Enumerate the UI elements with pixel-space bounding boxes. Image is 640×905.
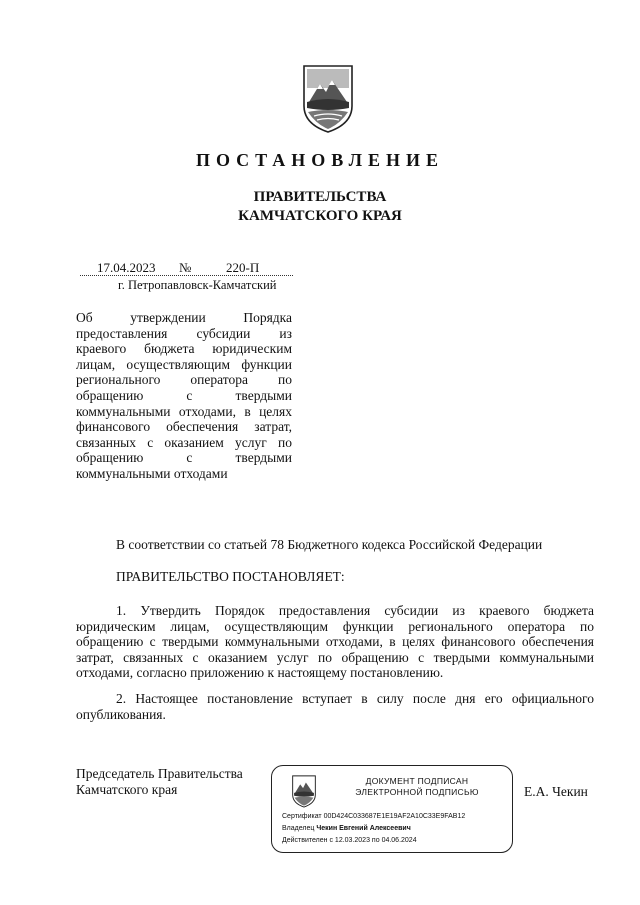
kamchatka-emblem-icon [300,62,356,134]
date-number-line [80,260,293,276]
city: г. Петропавловск-Камчатский [118,278,277,292]
signatory-position [76,766,243,798]
stamp-validity [282,837,417,844]
stamp-owner [282,825,411,832]
electronic-signature-stamp [271,765,513,853]
stamp-heading [327,776,507,798]
issuer-line-2: КАМЧАТСКОГО КРАЯ [238,208,402,224]
issuer-block [0,188,640,226]
resolution-item-1: 1. Утвердить Порядок предоставления субсидии из краевого бюджета юридическим лицам, осуществляющим функции регионального оператора по обращению с твердыми коммунальными отходами, в целях финансового обеспечения затрат, связанных с оказанием услуг по обращению с твердыми коммунальными отходами, согласно приложению к настоящему постановлению. [76,603,594,681]
owner-value: Чекин Евгений Алексеевич [316,825,411,832]
valid-label: Действителен с [282,837,333,844]
certificate-label: Сертификат [282,813,322,820]
certificate-value: 00D424C033687E1E19AF2A10C33E9FAB12 [323,813,466,820]
stamp-certificate [282,813,465,820]
valid-to-label: по [371,837,380,844]
document-subject: Об утверждении Порядка предоставления субсидии из краевого бюджета юридическим лицам, осуществляющим функции регионального оператора по обращению с твердыми коммунальными отходами, в целях финансового обеспечения затрат, связанных с оказанием услуг по обращению с твердыми коммунальными отходами [76,310,292,481]
stamp-title-line-1: ДОКУМЕНТ ПОДПИСАН [365,776,469,786]
stamp-emblem-icon [290,774,318,808]
number-sign: № [179,260,192,275]
position-line-1: Председатель Правительства [76,766,243,781]
position-line-2: Камчатского края [76,782,178,797]
resolution-item-2: 2. Настоящее постановление вступает в силу после дня его официального опубликования. [76,691,594,722]
owner-label: Владелец [282,825,315,832]
document-type-title: ПОСТАНОВЛЕНИЕ [195,150,445,170]
legal-basis: В соответствии со статьей 78 Бюджетного кодекса Российской Федерации [116,537,543,552]
valid-to: 04.06.2024 [381,837,417,844]
valid-from: 12.03.2023 [334,837,370,844]
document-number: 220-П [226,260,260,275]
issuer-line-1: ПРАВИТЕЛЬСТВА [253,189,387,205]
signer-name: Е.А. Чекин [524,784,588,799]
stamp-title-line-2: ЭЛЕКТРОННОЙ ПОДПИСЬЮ [355,787,479,797]
document-date: 17.04.2023 [97,260,156,275]
resolution-heading: ПРАВИТЕЛЬСТВО ПОСТАНОВЛЯЕТ: [116,569,345,584]
